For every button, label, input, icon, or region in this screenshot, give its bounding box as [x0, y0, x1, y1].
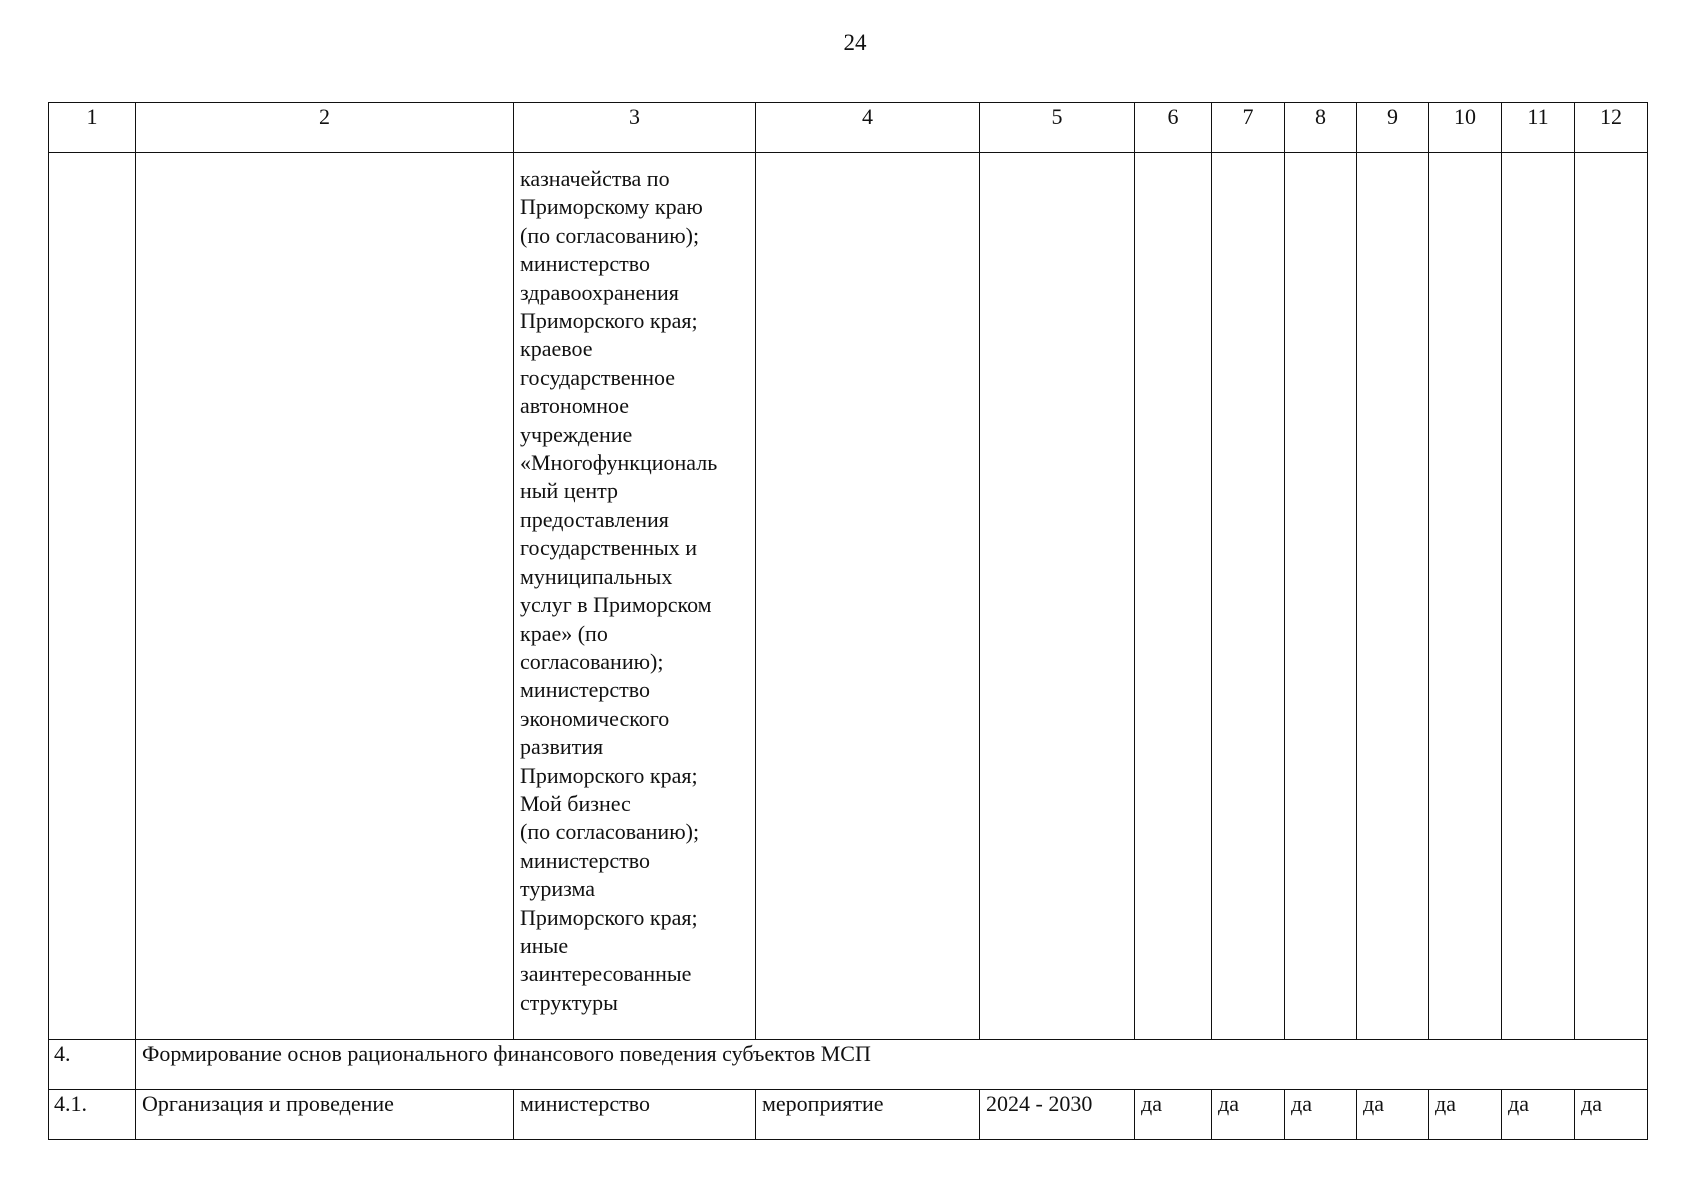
organization-line: министерство: [520, 677, 651, 703]
table-cell: [980, 153, 1135, 1040]
organization-line: министерство: [520, 251, 651, 277]
organization-line: предоставления: [520, 506, 669, 532]
column-header: 8: [1285, 103, 1357, 153]
continued-row: [49, 153, 1648, 1040]
organization-line: краевое: [520, 336, 593, 362]
organization-line: муниципальных: [520, 563, 673, 589]
organization-line: здравоохранения: [520, 279, 679, 305]
organization-line: (по согласованию);: [520, 222, 700, 248]
item-name: Организация и проведение: [136, 1090, 514, 1140]
organization-line: Мой бизнес: [520, 790, 631, 816]
page-number: 24: [843, 30, 867, 55]
item-flag: да: [1212, 1090, 1285, 1140]
organization-line: Приморского края;: [520, 308, 698, 334]
organization-line: крае» (по: [520, 620, 608, 646]
section-number: 4.: [49, 1040, 136, 1090]
table-cell: [1502, 153, 1575, 1040]
organization-line: министерство: [520, 847, 651, 873]
item-row: [49, 1090, 1648, 1140]
item-number: 4.1.: [49, 1090, 136, 1140]
column-header: 12: [1575, 103, 1648, 153]
column-header: 10: [1429, 103, 1502, 153]
organization-line: развития: [520, 734, 604, 760]
organization-line: ный центр: [520, 478, 619, 504]
responsible-organizations-cell: [514, 153, 756, 1040]
item-flag: да: [1285, 1090, 1357, 1140]
column-header: 6: [1135, 103, 1212, 153]
plan-table: [48, 102, 1648, 1140]
column-header: 7: [1212, 103, 1285, 153]
item-flag: да: [1575, 1090, 1648, 1140]
header-row: [49, 103, 1648, 153]
column-header: 11: [1502, 103, 1575, 153]
section-title: Формирование основ рационального финансового поведения субъектов МСП: [136, 1040, 1648, 1090]
column-header: 4: [756, 103, 980, 153]
column-header: 9: [1357, 103, 1429, 153]
item-flag: да: [1135, 1090, 1212, 1140]
organization-line: иные: [520, 932, 569, 958]
organization-line: Приморского края;: [520, 904, 698, 930]
organization-line: Приморского края;: [520, 762, 698, 788]
organization-line: учреждение: [520, 421, 633, 447]
item-flag: да: [1357, 1090, 1429, 1140]
column-header: 3: [514, 103, 756, 153]
table-cell: [136, 153, 514, 1040]
table-cell: [1357, 153, 1429, 1040]
item-period: 2024 - 2030: [980, 1090, 1135, 1140]
organization-line: казначейства по: [520, 166, 670, 191]
organization-line: автономное: [520, 393, 630, 419]
table-cell: [49, 153, 136, 1040]
organization-line: экономического: [520, 705, 670, 731]
organization-line: государственных и: [520, 535, 698, 561]
item-flag: да: [1502, 1090, 1575, 1140]
column-header: 2: [136, 103, 514, 153]
organization-line: «Многофункциональ: [520, 450, 718, 476]
column-header: 5: [980, 103, 1135, 153]
organization-line: согласованию);: [520, 648, 664, 674]
table-cell: [756, 153, 980, 1040]
organization-line: услуг в Приморском: [520, 592, 712, 618]
organization-line: туризма: [520, 876, 596, 902]
item-type: мероприятие: [756, 1090, 980, 1140]
organization-line: государственное: [520, 364, 676, 390]
table-cell: [1212, 153, 1285, 1040]
table-cell: [1135, 153, 1212, 1040]
table-cell: [1285, 153, 1357, 1040]
organization-line: Приморскому краю: [520, 194, 703, 220]
table-cell: [1575, 153, 1648, 1040]
item-executor: министерство: [514, 1090, 756, 1140]
section-row: [49, 1040, 1648, 1090]
column-header: 1: [49, 103, 136, 153]
organization-line: структуры: [520, 989, 618, 1015]
item-flag: да: [1429, 1090, 1502, 1140]
organization-line: заинтересованные: [520, 961, 692, 987]
organization-line: (по согласованию);: [520, 819, 700, 845]
table-cell: [1429, 153, 1502, 1040]
